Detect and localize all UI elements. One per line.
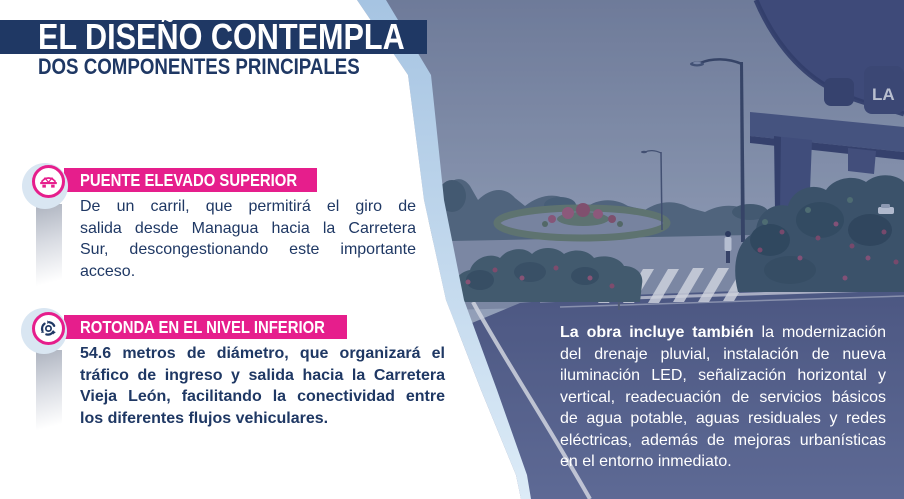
text-line: los diferentes flujos vehiculares. [80,409,329,427]
bridge-icon [38,171,59,192]
page-subtitle: DOS COMPONENTES PRINCIPALES [38,54,360,79]
title-banner [0,16,427,57]
bridge-watermark: LA [872,85,895,104]
text-line: de agua potable, aguas residuales y redes [560,410,886,427]
text-line: Vieja León, facilitando la conectividad entre [80,388,445,405]
section-heading-roundabout: ROTONDA EN EL NIVEL INFERIOR [64,315,347,339]
text-line: 54.6 metros de diámetro, que organizará el [80,345,446,362]
text-line: en el entorno inmediato. [560,453,732,470]
ring-circle [32,312,65,345]
text-line: del drenaje pluvial, instalación de nueva [560,345,886,363]
text-line: acceso. [80,262,136,280]
text-line: Sur, descongestionando este importante [80,241,416,258]
text-line: vertical, readecuación de servicios básicos [560,388,886,406]
text-line: De un carril, que permitirá el giro de [80,198,416,215]
text-line: iluminación LED, señalización horizontal y [560,367,886,384]
text-line: La obra incluye también la modernización [560,324,886,341]
ring-circle [32,165,65,198]
bridge-description [80,196,416,282]
roundabout-description [80,343,445,429]
text-line: salida desde Managua hacia la Carretera [80,219,416,237]
roundabout-icon [38,318,59,339]
page-title: EL DISEÑO CONTEMPLA [38,16,405,57]
text-line: tráfico de ingreso y salida hacia la Carretera [80,366,445,384]
icon-shadow [36,350,62,442]
text-line: eléctricas, además de mejoras urbanísticas [560,431,886,449]
section-heading-bridge: PUENTE ELEVADO SUPERIOR [64,168,317,192]
photo-caption [560,322,886,473]
icon-shadow [36,204,62,298]
